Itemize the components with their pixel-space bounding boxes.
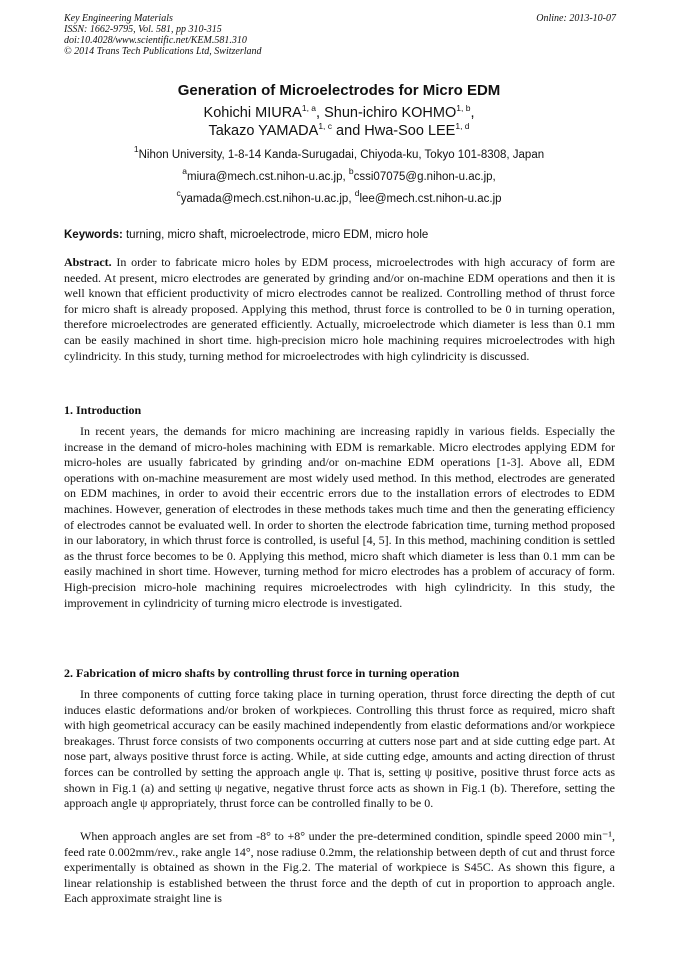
section-2-paragraph-1: In three components of cutting force taking place in turning operation, thrust force directing the depth of cut induces elastic deformations and/or broken of workpieces. Controlling this thrust force as required, micro shaft with high geometrical accuracy can be easily machined independently from elastic deformations and/or workpiece breakages. Thrust force consists of two components occurring at cutters nose part and at side cutting edge part. At nose part, always positive thrust force is acting. While, at side cutting edge, amounts and acting direction of thrust forces can be controlled by setting the approach angle ψ. That is, setting ψ positive, positive thrust force acts as shown in Fig.1 (a) and setting ψ negative, negative thrust force acts as shown in Fig.1 (b). Therefore, setting the approach angle ψ appropriately, thrust force can be controlled finally to be 0.: [64, 687, 615, 811]
author-list: [0, 104, 678, 140]
author-superscript: 1, b: [456, 103, 471, 113]
section-1-heading: 1. Introduction: [64, 403, 142, 417]
email-superscript: b: [348, 166, 354, 176]
author-superscript: 1, a: [301, 103, 317, 113]
affiliation: [0, 144, 678, 161]
doi-line: doi:10.4028/www.scientific.net/KEM.581.310: [64, 35, 247, 46]
section-2-heading: 2. Fabrication of micro shafts by controlling thrust force in turning operation: [64, 666, 460, 680]
email-address: miura@mech.cst.nihon-u.ac.jp,: [187, 171, 349, 183]
affiliation-text: Nihon University, 1-8-14 Kanda-Surugadai, Chiyoda-ku, Tokyo 101-8308, Japan: [138, 149, 545, 161]
issn-line: ISSN: 1662-9795, Vol. 581, pp 310-315: [64, 24, 222, 35]
author-name: Takazo YAMADA: [208, 123, 319, 139]
author-name: Hwa-Soo LEE: [364, 123, 456, 139]
abstract: [64, 255, 615, 364]
email-address: yamada@mech.cst.nihon-u.ac.jp,: [180, 193, 355, 205]
keywords-label: Keywords:: [64, 229, 123, 241]
email-address: cssi07075@g.nihon-u.ac.jp,: [353, 171, 496, 183]
section-2-paragraph-2: When approach angles are set from -8° to +8° under the pre-determined condition, spindle speed 2000 min⁻¹, feed rate 0.002mm/rev., rake angle 14°, nose radiuse 0.2mm, the relationship between depth of cut and thrust force experimentally is obtained as shown in the Fig.2. The material of workpiece is S45C. As shown this figure, a linear relationship is established between the thrust force and the depth of cut in proportion to approach angle. Each approximate straight line is: [64, 829, 615, 906]
paper-title: Generation of Microelectrodes for Micro EDM: [177, 82, 501, 99]
abstract-label: Abstract.: [64, 255, 112, 269]
email-line-2: [0, 188, 678, 205]
journal-name: Key Engineering Materials: [64, 13, 173, 24]
copyright-line: © 2014 Trans Tech Publications Ltd, Switzerland: [64, 46, 262, 57]
author-name: Kohichi MIURA: [203, 105, 302, 121]
author-line-1: [0, 104, 678, 122]
online-date: Online: 2013-10-07: [536, 13, 616, 24]
email-address: lee@mech.cst.nihon-u.ac.jp: [359, 193, 502, 205]
author-separator: and: [332, 123, 365, 139]
author-separator: ,: [316, 105, 325, 121]
email-superscript: c: [176, 188, 181, 198]
journal-header: [64, 13, 616, 57]
affiliation-superscript: 1: [133, 144, 139, 154]
keywords: [64, 229, 616, 241]
author-name: Shun-ichiro KOHMO: [324, 105, 457, 121]
author-superscript: 1, c: [318, 121, 333, 131]
author-superscript: 1, d: [455, 121, 470, 131]
author-line-2: [0, 122, 678, 140]
email-line-1: [0, 166, 678, 183]
section-1-paragraph: In recent years, the demands for micro machining are increasing rapidly in various fields. Especially the increase in the demand of micro-holes machining with EDM is remarkable. Micro electrodes applying EDM for micro-holes are usually fabricated by grinding and/or on-machine EDM operations [1-3]. Above all, EDM operations with on-machine measurement are most widely used method. In this method, electrodes are generated on EDM machines, in order to avoid their eccentric errors due to the installation errors of electrodes to EDM machines. However, generation of electrodes in these methods takes much time and then the generating efficiency of electrodes cannot be evaluated well. In order to shorten the electrode fabrication time, turning method proposed in our laboratory, in which thrust force is controlled, is useful [4, 5]. In this method, machining condition is settled as the thrust force becomes to be 0. Applying this method, micro shaft which diameter is less than 0.1 mm can be easily machined in short time. However, turning method for micro electrodes has a problem of accuracy of form. High-precision micro-hole machining requires microelectrodes with high cylindricity. In this study, the improvement in cylindricity of turning micro electrode is investigated.: [64, 424, 615, 610]
email-superscript: a: [182, 166, 187, 176]
author-separator: ,: [470, 105, 475, 121]
abstract-text: In order to fabricate micro holes by EDM process, microelectrodes with high accuracy of form are needed. At present, micro electrodes are generated by grinding and/or on-machine EDM operations and then it is well known that efficient productivity of micro electrodes cannot be realized. Controlling method of thrust force for micro shaft is already proposed. Applying this method, thrust force is controlled to be 0 in turning operation, therefore microelectrodes are generated efficiently. Actually, microelectrode which diameter is less than 0.1 mm can be easily machined in short time. high-precision micro hole machining requires microelectrodes with high cylindricity. In this study, turning method for microelectrodes with high cylindricity is discussed.: [64, 255, 615, 363]
email-superscript: d: [354, 188, 360, 198]
keywords-text: turning, micro shaft, microelectrode, micro EDM, micro hole: [122, 229, 429, 241]
